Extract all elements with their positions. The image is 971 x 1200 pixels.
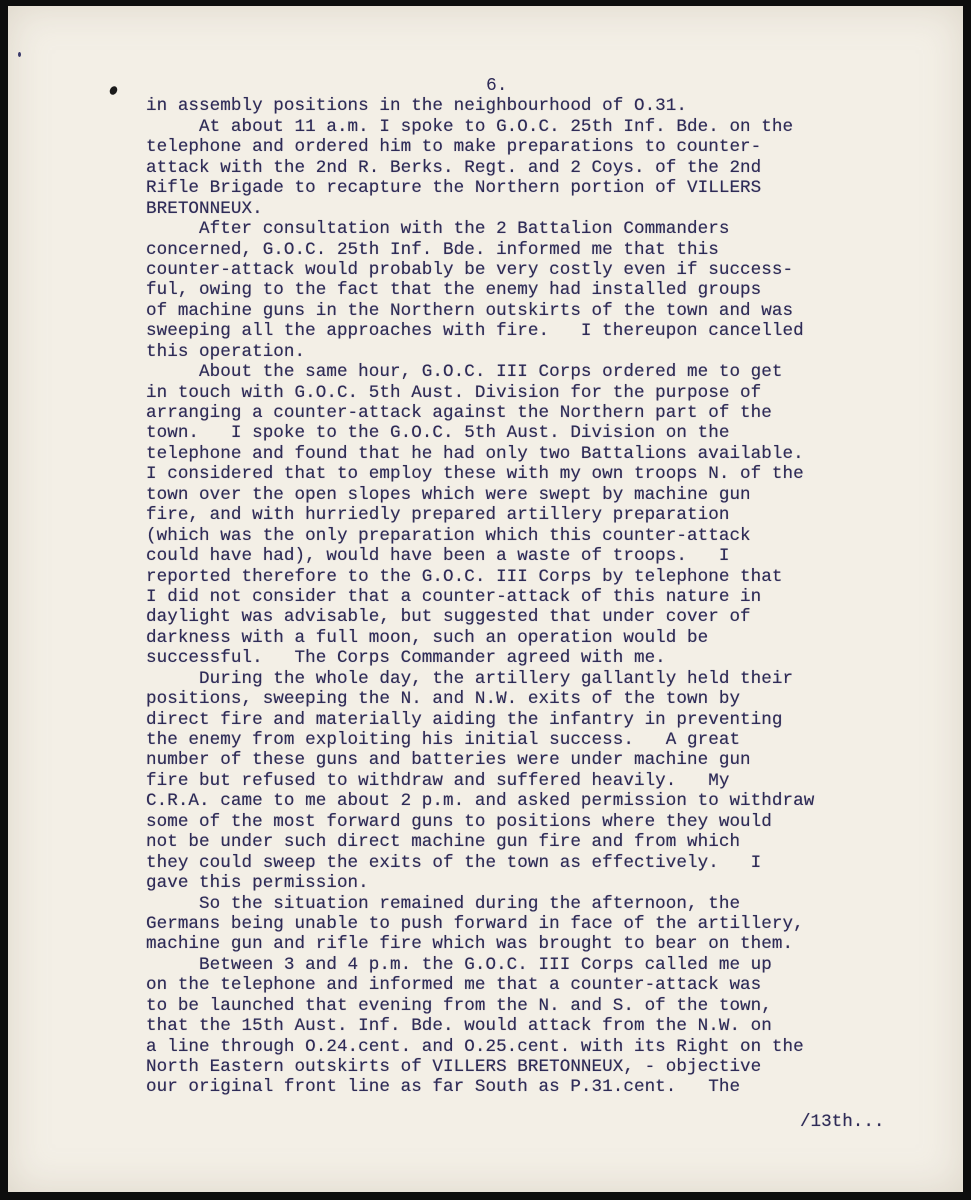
text-line: some of the most forward guns to positions where they would xyxy=(146,811,772,832)
text-line: attack with the 2nd R. Berks. Regt. and 2 Coys. of the 2nd xyxy=(146,157,762,178)
text-line: in touch with G.O.C. 5th Aust. Division for the purpose of xyxy=(146,382,762,403)
text-line: to be launched that evening from the N. and S. of the town, xyxy=(146,995,772,1016)
text-line: successful. The Corps Commander agreed with me. xyxy=(146,648,666,669)
text-line: this operation. xyxy=(146,341,306,362)
text-line: town over the open slopes which were swept by machine gun xyxy=(146,484,751,505)
text-line: I did not consider that a counter-attack of this nature in xyxy=(146,586,762,607)
text-line: that the 15th Aust. Inf. Bde. would attack from the N.W. on xyxy=(146,1016,772,1037)
ink-blot-mark xyxy=(108,85,119,96)
text-line: the enemy from exploiting his initial success. A great xyxy=(146,730,741,750)
text-line: number of these guns and batteries were under machine gun xyxy=(146,750,751,771)
text-line: a line through O.24.cent. and O.25.cent. with its Right on the xyxy=(146,1036,804,1057)
text-line: fire but refused to withdraw and suffered heavily. My xyxy=(146,770,730,791)
text-line: telephone and found that he had only two Battalions available. xyxy=(146,443,804,464)
text-line: reported therefore to the G.O.C. III Corps by telephone that xyxy=(146,566,783,587)
text-line: Germans being unable to push forward in face of the artillery, xyxy=(146,913,804,934)
text-line: sweeping all the approaches with fire. I thereupon cancelled xyxy=(146,321,804,342)
text-line: After consultation with the 2 Battalion Commanders xyxy=(146,219,730,240)
text-line: About the same hour, G.O.C. III Corps ordered me to get xyxy=(146,362,783,383)
text-line: our original front line as far South as P.31.cent. The xyxy=(146,1077,741,1098)
text-line: At about 11 a.m. I spoke to G.O.C. 25th Inf. Bde. on the xyxy=(146,116,794,137)
continuation-marker: /13th... xyxy=(800,1112,885,1132)
text-line: in assembly positions in the neighbourhood of O.31. xyxy=(146,96,688,117)
text-line: BRETONNEUX. xyxy=(146,198,263,219)
text-line: positions, sweeping the N. and N.W. exits of the town by xyxy=(146,689,741,710)
line-spacer xyxy=(146,76,926,96)
text-line: gave this permission. xyxy=(146,873,369,894)
text-line: Rifle Brigade to recapture the Northern portion of VILLERS xyxy=(146,178,762,199)
text-line: on the telephone and informed me that a counter-attack was xyxy=(146,975,762,996)
text-line: concerned, G.O.C. 25th Inf. Bde. informed me that this xyxy=(146,239,719,260)
text-line: C.R.A. came to me about 2 p.m. and asked permission to withdraw xyxy=(146,791,815,812)
text-line: arranging a counter-attack against the Northern part of the xyxy=(146,403,772,423)
text-line: I considered that to employ these with my own troops N. of the xyxy=(146,464,804,485)
text-line: North Eastern outskirts of VILLERS BRETONNEUX, - objective xyxy=(146,1057,762,1077)
text-line: of machine guns in the Northern outskirts of the town and was xyxy=(146,300,794,321)
text-line: counter-attack would probably be very costly even if success- xyxy=(146,259,794,280)
text-line: telephone and ordered him to make preparations to counter- xyxy=(146,137,762,158)
text-line: not be under such direct machine gun fire and from which xyxy=(146,832,741,853)
text-line: daylight was advisable, but suggested that under cover of xyxy=(146,607,751,628)
text-line: machine gun and rifle fire which was brought to bear on them. xyxy=(146,934,794,955)
text-line: town. I spoke to the G.O.C. 5th Aust. Division on the xyxy=(146,423,730,444)
text-line: they could sweep the exits of the town as effectively. I xyxy=(146,852,762,873)
text-line: Between 3 and 4 p.m. the G.O.C. III Corps called me up xyxy=(146,954,772,975)
text-line: direct fire and materially aiding the infantry in preventing xyxy=(146,709,783,730)
text-line: ful, owing to the fact that the enemy had installed groups xyxy=(146,280,762,301)
text-line: (which was the only preparation which this counter-attack xyxy=(146,525,751,546)
text-line: So the situation remained during the afternoon, the xyxy=(146,893,741,914)
text-line: fire, and with hurriedly prepared artillery preparation xyxy=(146,505,730,526)
document-body xyxy=(146,76,926,1098)
text-line: During the whole day, the artillery gallantly held their xyxy=(146,668,794,689)
ink-speck-mark xyxy=(18,52,21,57)
text-line: darkness with a full moon, such an operation would be xyxy=(146,627,709,648)
page-number: 6. xyxy=(486,76,508,96)
text-line: could have had), would have been a waste of troops. I xyxy=(146,546,730,567)
